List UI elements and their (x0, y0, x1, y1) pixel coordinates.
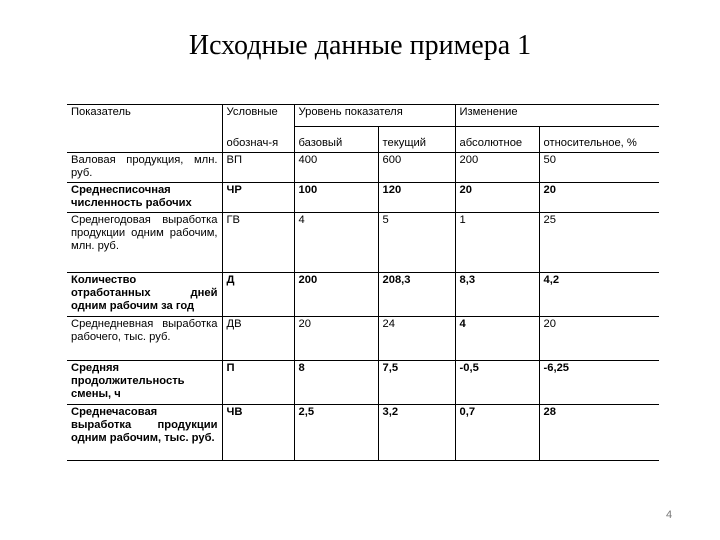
row-current: 5 (378, 213, 455, 273)
row-current: 600 (378, 153, 455, 183)
row-current: 7,5 (378, 361, 455, 405)
table-row (67, 405, 659, 461)
data-table (67, 104, 659, 461)
row-relative: -6,25 (539, 361, 659, 405)
row-name: Среднегодовая выработка продукции одним рабочим, млн. руб. (67, 213, 222, 273)
row-absolute: -0,5 (455, 361, 539, 405)
row-base: 8 (294, 361, 378, 405)
header-current: текущий (378, 127, 455, 153)
row-current: 120 (378, 183, 455, 213)
row-symbol: ЧВ (222, 405, 294, 461)
header-relative: относительное, % (539, 127, 659, 153)
row-relative: 20 (539, 317, 659, 361)
row-name: Количество отработанных дней одним рабочим за год (67, 273, 222, 317)
row-relative: 25 (539, 213, 659, 273)
table-header-row (67, 105, 659, 127)
row-absolute: 0,7 (455, 405, 539, 461)
row-base: 200 (294, 273, 378, 317)
row-base: 100 (294, 183, 378, 213)
data-table-container (67, 104, 659, 461)
row-symbol: ВП (222, 153, 294, 183)
row-base: 400 (294, 153, 378, 183)
row-symbol: Д (222, 273, 294, 317)
table-row (67, 317, 659, 361)
row-relative: 4,2 (539, 273, 659, 317)
table-row (67, 183, 659, 213)
row-name: Среднечасовая выработка продукции одним рабочим, тыс. руб. (67, 405, 222, 461)
row-absolute: 1 (455, 213, 539, 273)
row-base: 2,5 (294, 405, 378, 461)
row-name: Среднедневная выработка рабочего, тыс. руб. (67, 317, 222, 361)
header-indicator: Показатель (67, 105, 222, 127)
row-name: Средняя продолжительность смены, ч (67, 361, 222, 405)
header-change: Изменение (455, 105, 659, 127)
row-base: 4 (294, 213, 378, 273)
row-symbol: ГВ (222, 213, 294, 273)
row-absolute: 200 (455, 153, 539, 183)
header-base: базовый (294, 127, 378, 153)
page-number: 4 (666, 509, 673, 521)
table-row (67, 213, 659, 273)
row-relative: 20 (539, 183, 659, 213)
header-level: Уровень показателя (294, 105, 455, 127)
header-absolute: абсолютное (455, 127, 539, 153)
header-symbol-top: Условные (222, 105, 294, 127)
row-name: Среднесписочная численность рабочих (67, 183, 222, 213)
row-absolute: 8,3 (455, 273, 539, 317)
table-row (67, 273, 659, 317)
row-name: Валовая продукция, млн. руб. (67, 153, 222, 183)
row-symbol: ДВ (222, 317, 294, 361)
table-row (67, 153, 659, 183)
table-row (67, 361, 659, 405)
row-absolute: 20 (455, 183, 539, 213)
slide-title: Исходные данные примера 1 (188, 30, 532, 61)
row-absolute: 4 (455, 317, 539, 361)
row-relative: 28 (539, 405, 659, 461)
table-subheader-row (67, 127, 659, 153)
header-indicator-empty (67, 127, 222, 153)
row-relative: 50 (539, 153, 659, 183)
row-current: 3,2 (378, 405, 455, 461)
row-current: 24 (378, 317, 455, 361)
row-base: 20 (294, 317, 378, 361)
row-symbol: П (222, 361, 294, 405)
header-symbol-bottom: обознач-я (222, 127, 294, 153)
row-current: 208,3 (378, 273, 455, 317)
row-symbol: ЧР (222, 183, 294, 213)
